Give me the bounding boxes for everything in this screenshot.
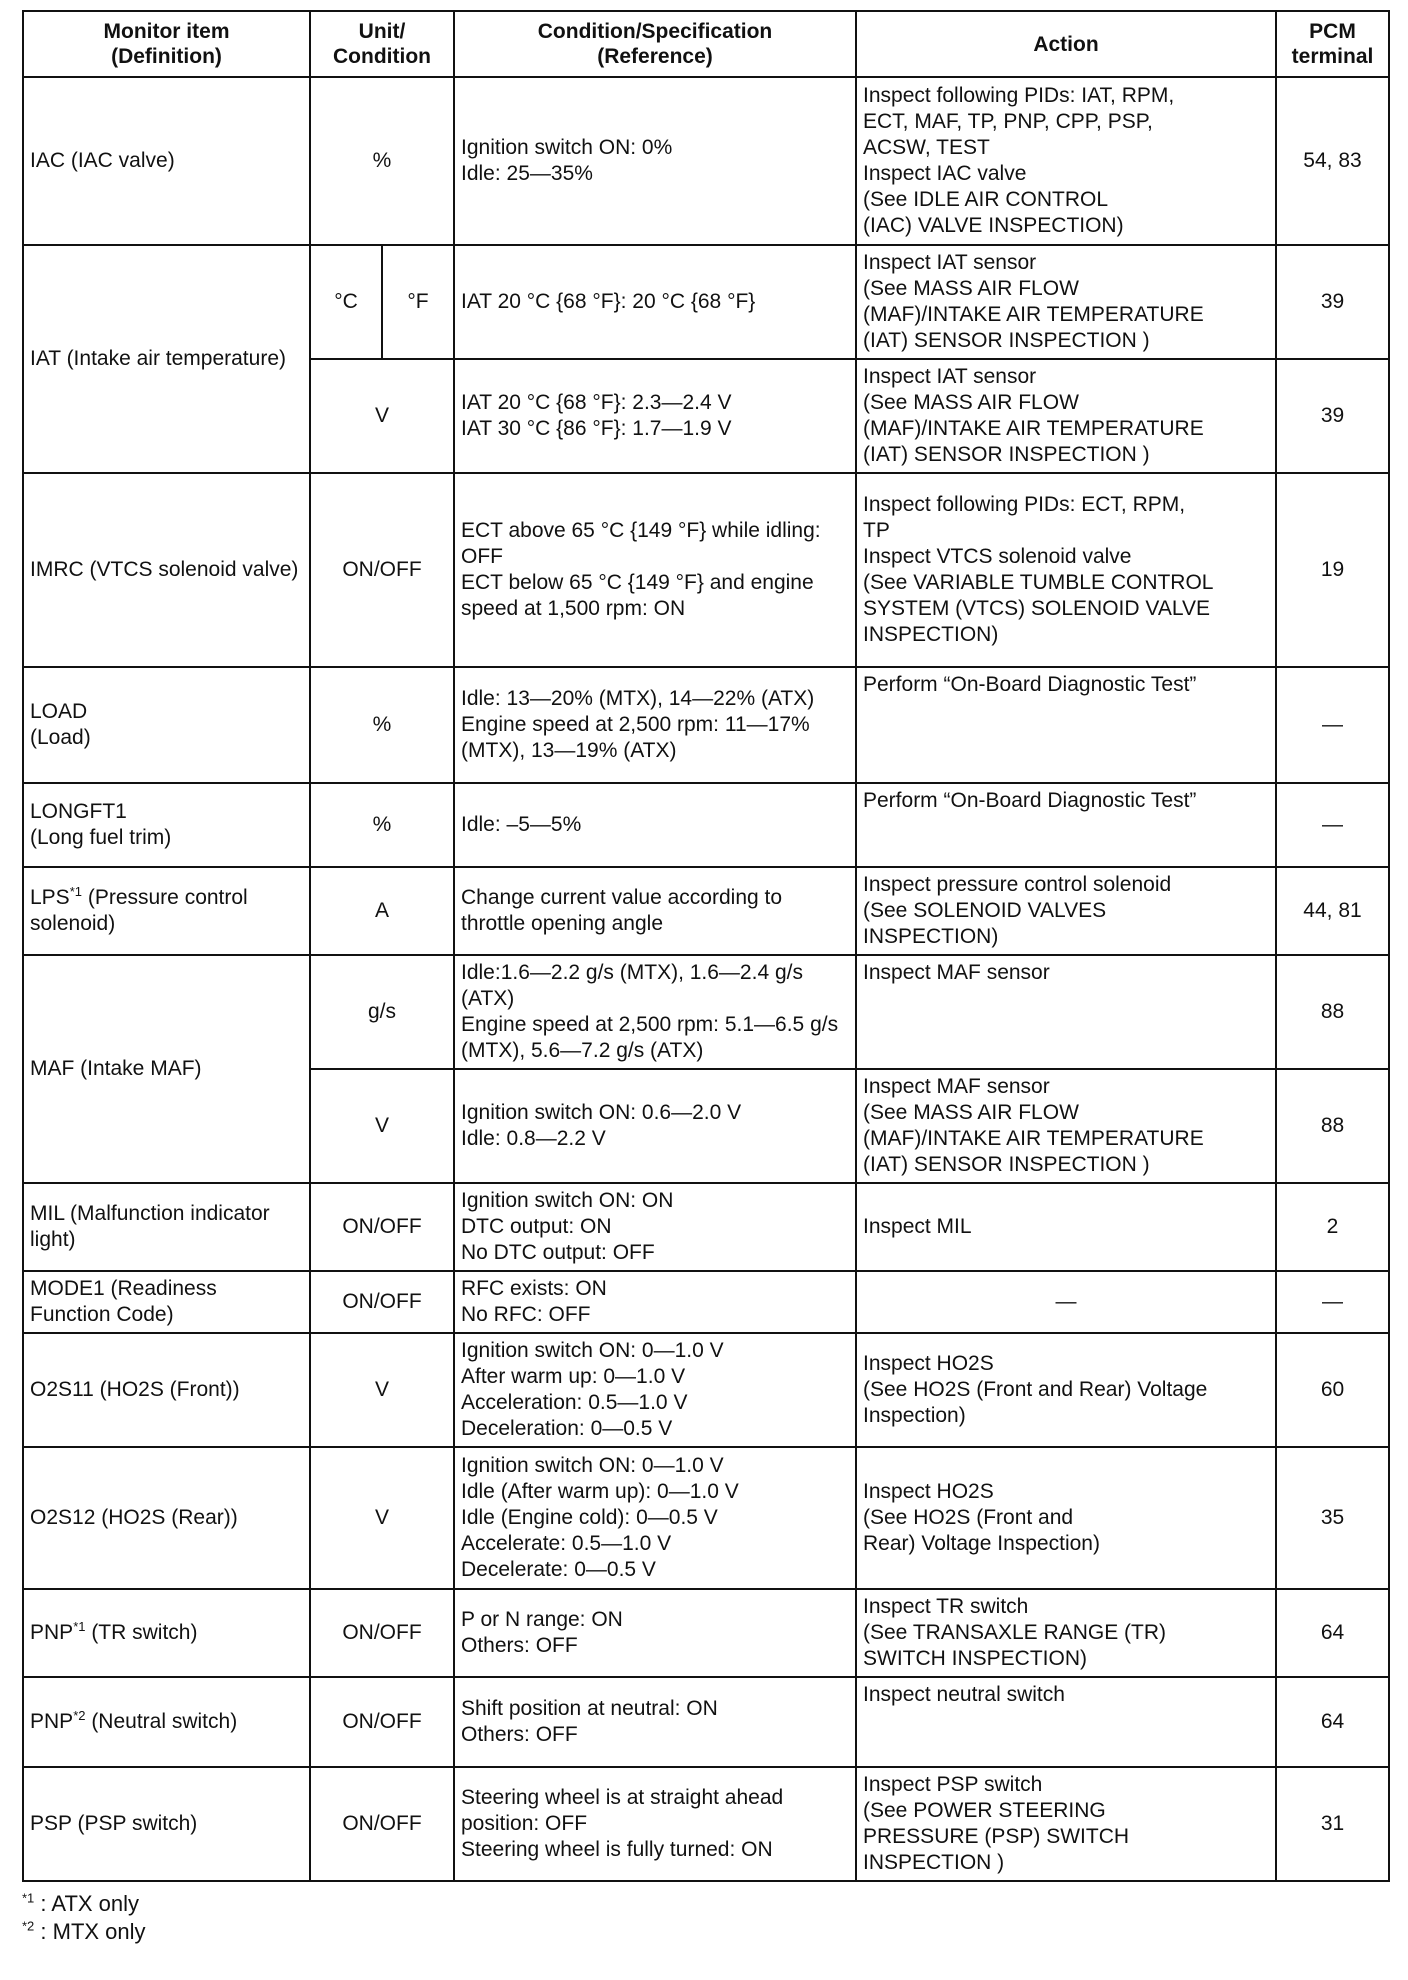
monitor-item: IAT (Intake air temperature) [23,245,310,473]
unit: % [310,77,454,245]
unit: V [310,1333,454,1447]
unit: V [310,359,454,473]
unit: ON/OFF [310,1589,454,1677]
unit: ON/OFF [310,1271,454,1333]
unit-celsius: °C [310,245,382,359]
condition: ECT above 65 °C {149 °F} while idling: OFF ECT below 65 °C {149 °F} and engine speed at 1,500 rpm: ON [454,473,856,667]
action: Inspect neutral switch [856,1677,1276,1767]
monitor-item: IAC (IAC valve) [23,77,310,245]
monitor-item: MODE1 (Readiness Function Code) [23,1271,310,1333]
condition: IAT 20 °C {68 °F}: 2.3—2.4 V IAT 30 °C {86 °F}: 1.7—1.9 V [454,359,856,473]
condition: P or N range: ON Others: OFF [454,1589,856,1677]
monitor-spec-table [22,10,1390,1882]
pcm-terminal: 39 [1276,245,1389,359]
condition: Ignition switch ON: ON DTC output: ON No DTC output: OFF [454,1183,856,1271]
footnote-mark: *2 [73,1708,86,1723]
pcm-terminal: 39 [1276,359,1389,473]
condition: Shift position at neutral: ON Others: OFF [454,1677,856,1767]
pcm-terminal: — [1276,783,1389,867]
monitor-item: LPS$^{*1}$ (Pressure control solenoid) [23,867,310,955]
action: Inspect MAF sensor (See MASS AIR FLOW (MAF)/INTAKE AIR TEMPERATURE (IAT) SENSOR INSPECTION ) [856,1069,1276,1183]
monitor-item: LOAD (Load) [23,667,310,783]
header-unit: Unit/ Condition [310,11,454,77]
pcm-terminal: 44, 81 [1276,867,1389,955]
monitor-item: MIL (Malfunction indicator light) [23,1183,310,1271]
footnotes [22,1890,146,1946]
action: Perform “On-Board Diagnostic Test” [856,667,1276,783]
unit: V [310,1069,454,1183]
pcm-terminal: 2 [1276,1183,1389,1271]
header-row [23,11,1389,77]
footnote: $^{*2}$ : MTX only [22,1918,146,1944]
unit: ON/OFF [310,1677,454,1767]
footnote: $^{*1}$ : ATX only [22,1890,140,1916]
pcm-terminal: 60 [1276,1333,1389,1447]
unit: ON/OFF [310,473,454,667]
action: Inspect following PIDs: ECT, RPM, TP Inspect VTCS solenoid valve (See VARIABLE TUMBLE CONTROL SYSTEM (VTCS) SOLENOID VALVE INSPECTION) [856,473,1276,667]
unit: ON/OFF [310,1183,454,1271]
pcm-terminal: 64 [1276,1589,1389,1677]
action: — [856,1271,1276,1333]
table-row [23,1767,1389,1881]
condition: Ignition switch ON: 0—1.0 V Idle (After warm up): 0—1.0 V Idle (Engine cold): 0—0.5 V Accelerate: 0.5—1.0 V Decelerate: 0—0.5 V [454,1447,856,1589]
condition: Ignition switch ON: 0.6—2.0 V Idle: 0.8—2.2 V [454,1069,856,1183]
action: Perform “On-Board Diagnostic Test” [856,783,1276,867]
header-monitor-item: Monitor item (Definition) [23,11,310,77]
unit: A [310,867,454,955]
pcm-terminal: 64 [1276,1677,1389,1767]
table-row [23,1271,1389,1333]
header-pcm-terminal: PCM terminal [1276,11,1389,77]
action: Inspect IAT sensor (See MASS AIR FLOW (MAF)/INTAKE AIR TEMPERATURE (IAT) SENSOR INSPECTION ) [856,245,1276,359]
condition: Change current value according to throttle opening angle [454,867,856,955]
table-row [23,1447,1389,1589]
action: Inspect TR switch (See TRANSAXLE RANGE (TR) SWITCH INSPECTION) [856,1589,1276,1677]
table-row [23,867,1389,955]
pcm-terminal: — [1276,667,1389,783]
pcm-terminal: 35 [1276,1447,1389,1589]
action: Inspect IAT sensor (See MASS AIR FLOW (MAF)/INTAKE AIR TEMPERATURE (IAT) SENSOR INSPECTION ) [856,359,1276,473]
header-condition: Condition/Specification (Reference) [454,11,856,77]
monitor-item: O2S12 (HO2S (Rear)) [23,1447,310,1589]
monitor-item: PSP (PSP switch) [23,1767,310,1881]
unit: % [310,667,454,783]
monitor-item: PNP$^{*1}$ (TR switch) [23,1589,310,1677]
table-row [23,1333,1389,1447]
condition: Idle: –5—5% [454,783,856,867]
table-row [23,473,1389,667]
header-action: Action [856,11,1276,77]
pcm-terminal: 19 [1276,473,1389,667]
footnote-mark: *1 [69,884,82,899]
unit: V [310,1447,454,1589]
condition: RFC exists: ON No RFC: OFF [454,1271,856,1333]
pcm-terminal: 88 [1276,1069,1389,1183]
table-row [23,1589,1389,1677]
pcm-terminal: — [1276,1271,1389,1333]
pcm-terminal: 88 [1276,955,1389,1069]
condition: Ignition switch ON: 0% Idle: 25—35% [454,77,856,245]
unit: % [310,783,454,867]
action: Inspect HO2S (See HO2S (Front and Rear) Voltage Inspection) [856,1333,1276,1447]
table-row [23,1183,1389,1271]
unit-fahrenheit: °F [382,245,454,359]
condition: Ignition switch ON: 0—1.0 V After warm up: 0—1.0 V Acceleration: 0.5—1.0 V Deceleration: 0—0.5 V [454,1333,856,1447]
table-row [23,783,1389,867]
condition: IAT 20 °C {68 °F}: 20 °C {68 °F} [454,245,856,359]
action: Inspect MIL [856,1183,1276,1271]
action: Inspect MAF sensor [856,955,1276,1069]
unit: ON/OFF [310,1767,454,1881]
condition: Idle: 13—20% (MTX), 14—22% (ATX) Engine speed at 2,500 rpm: 11—17% (MTX), 13—19% (ATX) [454,667,856,783]
table-row [23,245,1389,359]
pcm-terminal: 54, 83 [1276,77,1389,245]
footnote-mark: *1 [73,1619,86,1634]
monitor-item: LONGFT1 (Long fuel trim) [23,783,310,867]
table-row [23,1677,1389,1767]
monitor-item: IMRC (VTCS solenoid valve) [23,473,310,667]
condition: Idle:1.6—2.2 g/s (MTX), 1.6—2.4 g/s (ATX) Engine speed at 2,500 rpm: 5.1—6.5 g/s (MTX), 5.6—7.2 g/s (ATX) [454,955,856,1069]
table-row [23,955,1389,1069]
action: Inspect PSP switch (See POWER STEERING PRESSURE (PSP) SWITCH INSPECTION ) [856,1767,1276,1881]
monitor-item: MAF (Intake MAF) [23,955,310,1183]
action: Inspect pressure control solenoid (See SOLENOID VALVES INSPECTION) [856,867,1276,955]
unit: g/s [310,955,454,1069]
monitor-item: O2S11 (HO2S (Front)) [23,1333,310,1447]
table-row [23,667,1389,783]
monitor-item: PNP$^{*2}$ (Neutral switch) [23,1677,310,1767]
action: Inspect HO2S (See HO2S (Front and Rear) Voltage Inspection) [856,1447,1276,1589]
condition: Steering wheel is at straight ahead position: OFF Steering wheel is fully turned: ON [454,1767,856,1881]
pcm-terminal: 31 [1276,1767,1389,1881]
table-row [23,77,1389,245]
action: Inspect following PIDs: IAT, RPM, ECT, MAF, TP, PNP, CPP, PSP, ACSW, TEST Inspect IAC valve (See IDLE AIR CONTROL (IAC) VALVE INSPECTION) [856,77,1276,245]
